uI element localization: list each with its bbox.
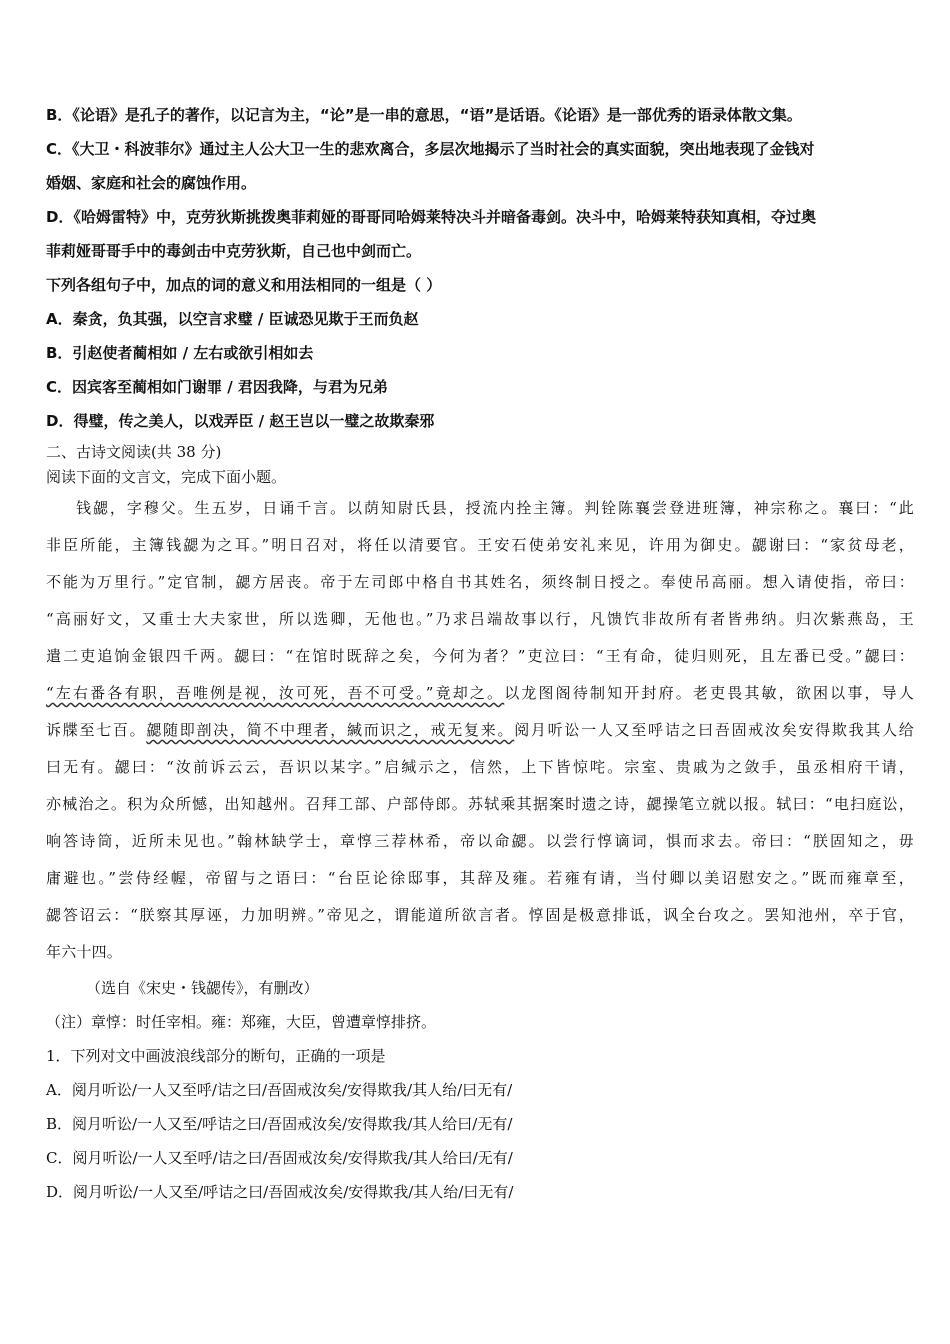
passage-line: 响答诗筒，近所未见也。”翰林缺学士，章惇三荐林希，帝以命勰。以尝行惇谪词，惧而求去。帝曰：“朕固知之，毋 [46, 832, 914, 850]
passage-source: （选自《宋史・钱勰传》，有删改） [86, 979, 319, 997]
question-words-stem: 下列各组句子中，加点的词的意义和用法相同的一组是（ ） [46, 276, 442, 294]
passage-line: 遣二吏追饷金银四千两。勰曰：“在馆时既辞之矣，今何为者？”吏泣曰：“王有命，徒归则死，且左番已受。”勰曰： [46, 647, 914, 665]
wavy-underline-text: 勰随即剖决，简不中理者，緘而识之，戒无复来。 [146, 721, 515, 739]
passage-line: 勰答诏云：“朕察其厚诬，力加明辨。”帝见之，谓能道所欲言者。惇固是极意排诋，讽全台攻之。罢知池州，卒于官， [46, 906, 914, 924]
passage-line: “高丽好文，又重士大夫家世，所以选卿，无他也。”乃求吕端故事以行，凡馈饩非故所有者皆弗纳。归次紫燕岛，王 [46, 610, 914, 628]
prev-option-d-line1: D．《哈姆雷特》中，克劳狄斯挑拨奥菲莉娅的哥哥同哈姆莱特决斗并暗备毒剑。决斗中，哈姆莱特获知真相，夺过奥 [46, 208, 816, 226]
prev-option-b: B．《论语》是孔子的著作，以记言为主，“论”是一串的意思，“语”是话语。《论语》是一部优秀的语录体散文集。 [46, 106, 802, 124]
question-words-option-a[interactable]: A．秦贪，负其强，以空言求璧 / 臣诚恐见欺于王而负赵 [46, 310, 419, 328]
passage-line [46, 712, 914, 749]
prev-option-c-line2: 婚姻、家庭和社会的腐蚀作用。 [46, 174, 257, 192]
passage-line: 亦械治之。积为众所憾，出知越州。召拜工部、户部侍郎。苏轼乘其据案时遗之诗，勰操笔立就以报。轼曰：“电扫庭讼， [46, 795, 914, 813]
passage-line: 非臣所能，主簿钱勰为之耳。”明日召对，将任以清要官。王安石使弟安礼来见，许用为御史。勰谢曰：“家贫母老， [46, 536, 914, 554]
section-heading: 二、古诗文阅读(共 38 分) [46, 443, 222, 461]
passage-line: 曰无有。勰曰：“汝前诉云云，吾识以某字。”启缄示之，信然，上下皆惊咤。宗室、贵戚为之敛手，虽丞相府干请， [46, 758, 914, 776]
passage-line [46, 675, 914, 712]
classical-passage [46, 490, 914, 971]
passage-text: 诉牒至七百。 [46, 721, 147, 739]
passage-note: （注）章惇：时任宰相。雍：郑雍，大臣，曾遭章惇排挤。 [46, 1013, 437, 1031]
question-words-option-b[interactable]: B．引赵使者蔺相如 / 左右或欲引相如去 [46, 344, 314, 362]
passage-text: 阅月听讼一人又至呼诘之曰吾固戒汝矣安得欺我其人给 [514, 721, 914, 739]
wavy-underline-text: “左右番各有职，吾唯例是视，汝可死，吾不可受。”竟却之。 [46, 684, 505, 702]
question-1-option-b[interactable]: B．阅月听讼/一人又至/呼诘之曰/吾固戒汝矣/安得欺我/其人给曰/无有/ [46, 1115, 513, 1133]
passage-line: 不能为万里行。”定官制，勰方居丧。帝于左司郎中格自书其姓名，须终制日授之。奉使吊高丽。想入请使指，帝曰： [46, 573, 914, 591]
question-1-option-a[interactable]: A．阅月听讼/一人又至呼/诘之曰/吾固戒汝矣/安得欺我/其人绐/曰无有/ [46, 1081, 513, 1099]
section-instruction: 阅读下面的文言文，完成下面小题。 [46, 468, 287, 486]
exam-page [46, 98, 914, 1209]
question-1-option-d[interactable]: D．阅月听讼/一人又至/呼诘之曰/吾固戒汝矣/安得欺我/其人绐/曰无有/ [46, 1183, 514, 1201]
prev-option-c-line1: C．《大卫・科波菲尔》通过主人公大卫一生的悲欢离合，多层次地揭示了当时社会的真实面貌，突出地表现了金钱对 [46, 140, 815, 158]
passage-line: 钱勰，字穆父。生五岁，日诵千言。以荫知尉氏县，授流内拴主簿。判铨陈襄尝登进班簿，神宗称之。襄曰：“此 [76, 499, 914, 517]
question-words-option-c[interactable]: C．因宾客至蔺相如门谢罪 / 君因我降，与君为兄弟 [46, 378, 388, 396]
question-1-stem: 1．下列对文中画波浪线部分的断句，正确的一项是 [46, 1047, 386, 1065]
prev-option-d-line2: 菲莉娅哥哥手中的毒剑击中克劳狄斯，自己也中剑而亡。 [46, 242, 422, 260]
question-words-option-d[interactable]: D．得璧，传之美人，以戏弄臣 / 赵王岂以一璧之故欺秦邪 [46, 412, 435, 430]
passage-text: 以龙图阁待制知开封府。老吏畏其敏，欲困以事，导人 [504, 684, 914, 702]
question-1-option-c[interactable]: C．阅月听讼/一人又至呼/诘之曰/吾固戒汝矣/安得欺我/其人给曰/无有/ [46, 1149, 513, 1167]
passage-line: 年六十四。 [46, 943, 123, 961]
passage-line: 庸避也。”尝侍经幄，帝留与之语曰：“台臣论徐邸事，其辞及雍。若雍有请，当付卿以美诏慰安之。”既而雍章至， [46, 869, 914, 887]
